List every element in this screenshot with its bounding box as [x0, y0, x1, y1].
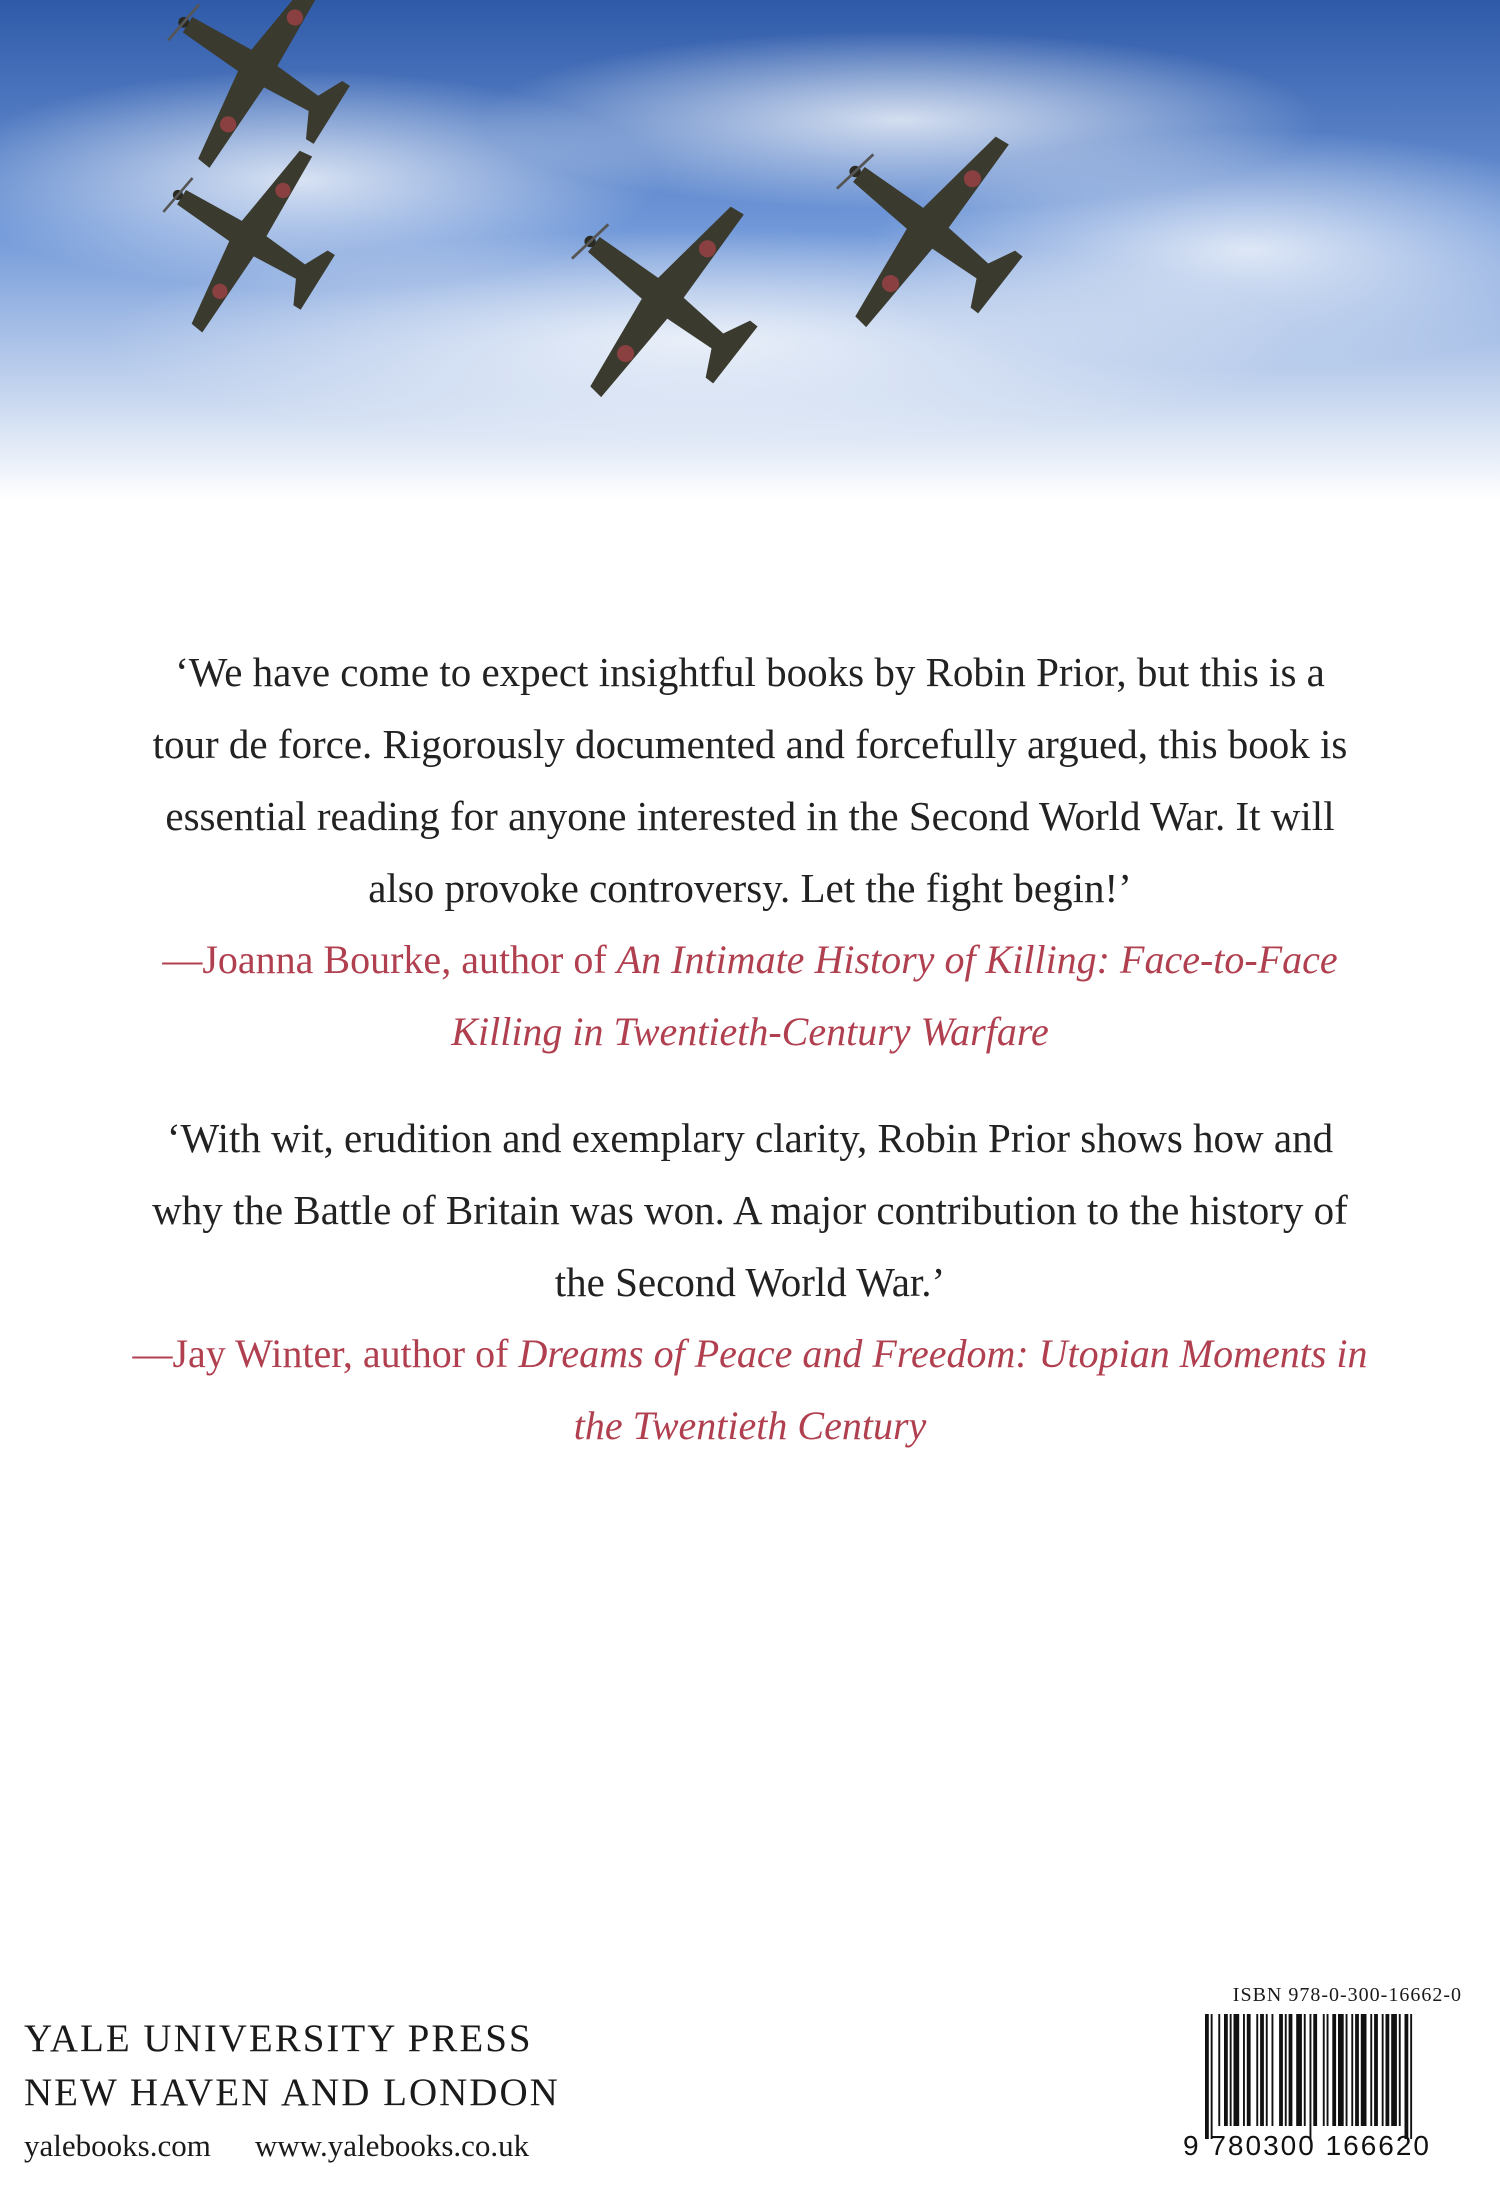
attribution-work-title: Killing in Twentieth-Century Warfare — [451, 1009, 1049, 1054]
barcode-digits: 9 780300 166620 — [1183, 2130, 1431, 2161]
publisher-url-uk: www.yalebooks.co.uk — [254, 2128, 530, 2163]
isbn-label: ISBN 978-0-300-16662-0 — [1232, 1984, 1462, 2006]
quote-line: why the Battle of Britain was won. A major contribution to the history of — [152, 1187, 1348, 1233]
quote-attribution — [70, 924, 1430, 996]
quote-line: tour de force. Rigorously documented and forcefully argued, this book is — [152, 721, 1348, 767]
quote-attribution-continued — [70, 1390, 1430, 1462]
publisher-imprint — [24, 2012, 644, 2166]
quote-line: ‘We have come to expect insightful books by Robin Prior, but this is a — [175, 649, 1325, 695]
barcode-bars-icon — [1183, 2014, 1468, 2139]
review-quote-2 — [70, 1102, 1430, 1462]
quote-line: the Second World War.’ — [554, 1259, 946, 1305]
attribution-work-title: Dreams of Peace and Freedom: Utopian Moments in — [518, 1331, 1368, 1376]
quote-attribution-continued — [70, 996, 1430, 1068]
publisher-location: NEW HAVEN AND LONDON — [24, 2071, 560, 2114]
publisher-name: YALE UNIVERSITY PRESS — [24, 2017, 533, 2060]
quote-line: also provoke controversy. Let the fight begin!’ — [368, 865, 1132, 911]
attribution-work-title: the Twentieth Century — [573, 1403, 927, 1448]
isbn-barcode — [1183, 1984, 1468, 2184]
publisher-url-us: yalebooks.com — [24, 2128, 211, 2163]
attribution-author: —Joanna Bourke, author of — [162, 937, 617, 982]
cover-sky-image — [0, 0, 1500, 500]
quote-line: essential reading for anyone interested in the Second World War. It will — [165, 793, 1335, 839]
quote-line: ‘With wit, erudition and exemplary clarity, Robin Prior shows how and — [166, 1115, 1334, 1161]
attribution-work-title: An Intimate History of Killing: Face-to-Face — [616, 937, 1338, 982]
publisher-urls — [24, 2126, 644, 2166]
quote-attribution — [70, 1318, 1430, 1390]
review-quote-1 — [70, 636, 1430, 1068]
attribution-author: —Jay Winter, author of — [132, 1331, 519, 1376]
